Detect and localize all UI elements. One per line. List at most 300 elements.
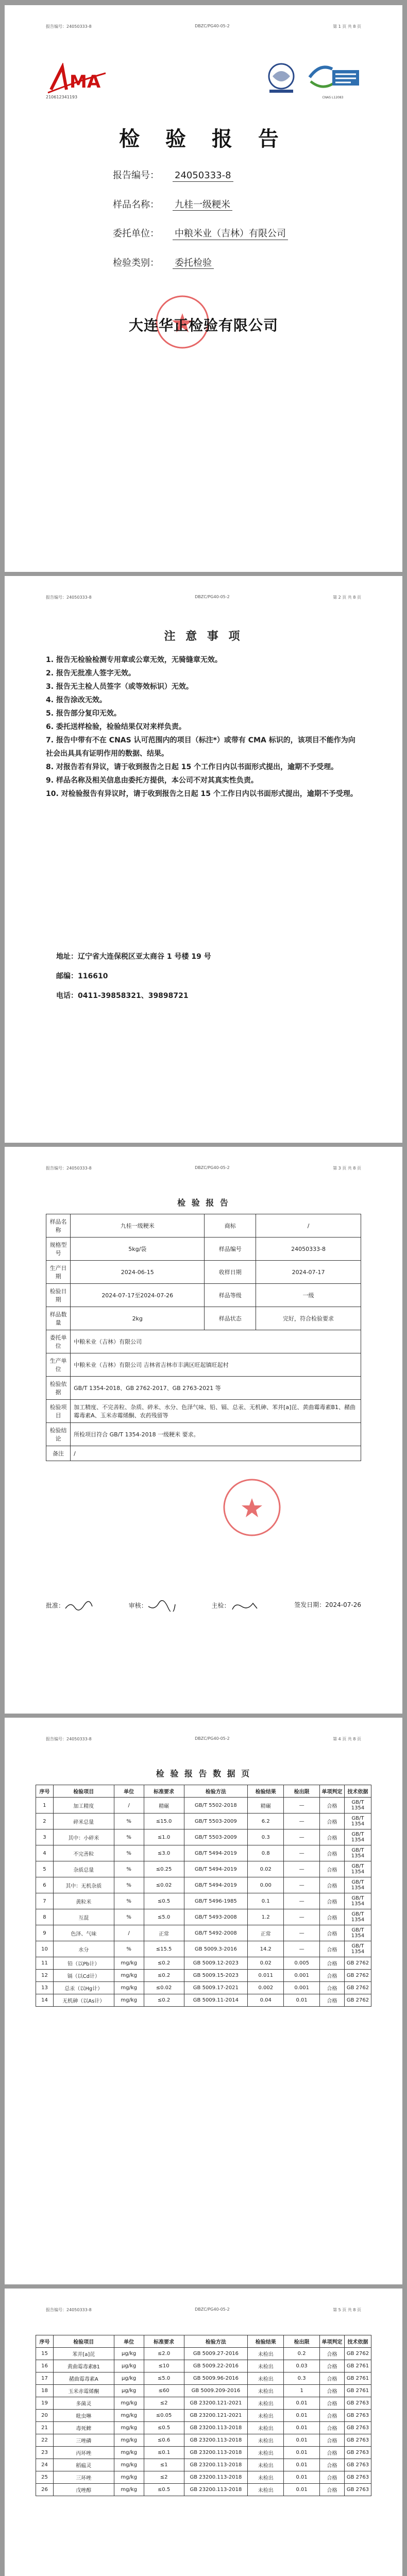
inspection-seal-icon [221,1477,283,1538]
page-marker: 第 2 页 共 8 页 [333,595,361,600]
table-cell: 19 [36,2397,54,2410]
table-cell: 1 [36,1798,54,1814]
column-header: 单位 [114,2335,144,2348]
table-cell: ≤0.05 [144,2410,184,2422]
table-row [36,1925,371,1941]
table-cell: 合格 [320,2397,345,2410]
table-cell: 18 [36,2385,54,2397]
table-row [36,1861,371,1877]
table-cell: ≤15.5 [144,1941,184,1957]
page-header [46,1165,361,1171]
table-cell: GB 23200.113-2018 [184,2459,248,2471]
table-cell: GB 2762 [344,1982,371,1994]
page-marker: 第 3 页 共 8 页 [333,1166,361,1171]
table-row [36,1893,371,1909]
table-cell: mg/kg [114,2410,144,2422]
table-cell: GB 23200.113-2018 [184,2434,248,2447]
signature-icon [230,1600,259,1612]
cma-cert-number: 210612341193 [46,95,78,99]
info-cell: 收样日期 [205,1261,256,1284]
table-cell: GB/T 1354 [344,1798,371,1814]
table-cell: 玉米赤霉烯酮 [53,2385,114,2397]
table-cell: GB/T 5503-2009 [184,1814,248,1829]
table-cell: ≤0.1 [144,2447,184,2459]
table-cell: GB/T 1354 [344,1909,371,1925]
column-header: 单位 [114,1785,144,1798]
table-cell: GB/T 1354 [344,1814,371,1829]
table-cell: 0.01 [284,1994,320,2007]
table-cell: ≤1.0 [144,1829,184,1845]
info-row [46,1307,361,1330]
field-sample-name: 样品名称： 九桂一级粳米 [113,199,288,211]
info-row [46,1400,361,1423]
table-cell: 正常 [248,1925,284,1941]
table-cell: GB 23200.121-2021 [184,2397,248,2410]
table-cell: 未检出 [248,2410,284,2422]
table-cell: GB/T 5492-2008 [184,1925,248,1941]
table-cell: 2 [36,1814,54,1829]
table-cell: % [114,1941,144,1957]
info-cell: 检验结论 [46,1423,71,1446]
table-row [36,1845,371,1861]
report-no: 报告编号：24050333-8 [46,2308,92,2312]
table-cell: 赭曲霉毒素A [53,2372,114,2385]
note-item: 6. 委托送样检验，检验结果仅对来样负责。 [46,723,186,731]
table-cell: — [284,1798,320,1814]
table-cell: ≤3.0 [144,1845,184,1861]
table-cell: GB 2763 [344,2484,371,2496]
table-cell: 0.011 [248,1970,284,1982]
table-cell: % [114,1814,144,1829]
table-row [36,1877,371,1893]
contact-phone: 电话：0411-39858321、39898721 [56,992,189,1000]
note-item: 10. 对检验报告有异议时，请于收到报告之日起 15 个工作日内以书面形式提出，逾期不予受理。 [46,790,358,798]
info-cell: 样品编号 [205,1238,256,1261]
column-header: 序号 [36,1785,54,1798]
table-cell: 合格 [320,1814,345,1829]
table-cell: GB/T 5496-1985 [184,1893,248,1909]
info-row [46,1330,361,1353]
table-cell: 丙环唑 [53,2447,114,2459]
table-row [36,2459,371,2471]
table-cell: 1 [284,2385,320,2397]
table-cell: 7 [36,1893,54,1909]
table-cell: GB 2762 [344,1994,371,2007]
column-header: 标准要求 [144,2335,184,2348]
cover-fields [113,170,288,286]
table-cell: 总汞（以Hg计） [53,1982,114,1994]
table-cell: 正常 [144,1925,184,1941]
results-table [36,2335,371,2496]
page-marker: 第 5 页 共 8 页 [333,2308,361,2312]
table-cell: 合格 [320,1941,345,1957]
table-cell: ≤0.25 [144,1861,184,1877]
table-row [36,1798,371,1814]
table-cell: 黄曲霉毒素B1 [53,2360,114,2372]
column-header: 技术依据 [344,1785,371,1798]
column-header: 检验方法 [184,2335,248,2348]
table-row [36,1829,371,1845]
note-item: 8. 对报告若有异议，请于收到报告之日起 15 个工作日内以书面形式提出，逾期不予受理。 [46,763,338,771]
table-cell: % [114,1861,144,1877]
table-cell: 24 [36,2459,54,2471]
table-cell: 碎米总量 [53,1814,114,1829]
svg-text:MA: MA [70,72,101,92]
table-cell: GB 5009.209-2016 [184,2385,248,2397]
notes-title: 注 意 事 项 [164,630,243,643]
table-cell: 0.002 [248,1982,284,1994]
table-row [36,1941,371,1957]
table-cell: 未检出 [248,2348,284,2360]
table-cell: 21 [36,2422,54,2434]
table-cell: 吡虫啉 [53,2410,114,2422]
cnas-logo-icon [304,61,361,94]
info-cell: 生产日期 [46,1261,71,1284]
table-cell: 未检出 [248,2459,284,2471]
table-cell: GB 2763 [344,2397,371,2410]
accreditation-logos [263,61,361,99]
results-title: 检 验 报 告 数 据 页 [156,1769,251,1778]
table-cell: 精碾 [144,1798,184,1814]
table-cell: — [284,1861,320,1877]
table-cell: 0.001 [284,1982,320,1994]
table-cell: 合格 [320,2410,345,2422]
info-cell: 九桂一级粳米 [71,1214,205,1238]
table-cell: μg/kg [114,2372,144,2385]
table-cell: 三环唑 [53,2471,114,2484]
table-row [36,1909,371,1925]
table-cell: 3 [36,1829,54,1845]
table-cell: GB 5009.27-2016 [184,2348,248,2360]
table-cell: — [284,1877,320,1893]
table-cell: 合格 [320,1982,345,1994]
table-cell: GB 2762 [344,1970,371,1982]
info-cell: 规格型号 [46,1238,71,1261]
table-cell: 铅（以Pb计） [53,1957,114,1970]
table-cell: % [114,1845,144,1861]
info-row [46,1214,361,1238]
field-report-no: 报告编号： 24050333-8 [113,170,288,182]
info-row [46,1238,361,1261]
table-row [36,1994,371,2007]
note-item: 7. 报告中带有不在 CNAS 认可范围内的项目（标注*）或带有 CMA 标识的，该项目不能作为向社会出具具有证明作用的数据、结果。 [46,736,355,758]
report-no: 报告编号：24050333-8 [46,1166,92,1171]
table-row [36,2385,371,2397]
table-cell: 17 [36,2372,54,2385]
table-cell: 0.01 [284,2459,320,2471]
table-cell: 不完善粒 [53,1845,114,1861]
table-cell: 多菌灵 [53,2397,114,2410]
table-cell: mg/kg [114,2447,144,2459]
table-cell: 精碾 [248,1798,284,1814]
table-cell: 未检出 [248,2372,284,2385]
table-cell: 0.03 [284,2360,320,2372]
table-cell: GB 2763 [344,2410,371,2422]
info-cell: 生产单位 [46,1353,71,1377]
info-cell: 所检项目符合 GB/T 1354-2018 一级粳米 要求。 [71,1423,361,1446]
table-cell: % [114,1877,144,1893]
table-cell: 合格 [320,1957,345,1970]
table-cell: GB 5009.3-2016 [184,1941,248,1957]
table-cell: GB/T 5502-2018 [184,1798,248,1814]
info-cell: 检验依据 [46,1377,71,1400]
table-cell: mg/kg [114,2397,144,2410]
table-cell: GB 2763 [344,2471,371,2484]
table-row [36,1814,371,1829]
info-cell: 完好，符合检验要求 [256,1307,361,1330]
table-cell: 加工精度 [53,1798,114,1814]
table-cell: 其中：小碎米 [53,1829,114,1845]
table-cell: 6 [36,1877,54,1893]
table-cell: ≤2.0 [144,2348,184,2360]
table-cell: 0.1 [248,1893,284,1909]
table-cell: — [284,1829,320,1845]
page-header [46,1736,361,1742]
table-cell: 合格 [320,1893,345,1909]
table-row [36,1957,371,1970]
table-row [36,2484,371,2496]
table-cell: ≤15.0 [144,1814,184,1829]
report-no: 报告编号：24050333-8 [46,1737,92,1741]
info-cell: 2024-07-17至2024-07-26 [71,1284,205,1307]
table-cell: μg/kg [114,2385,144,2397]
note-item: 9. 样品名称及相关信息由委托方提供，本公司不对其真实性负责。 [46,776,258,785]
field-client: 委托单位： 中粮米业（吉林）有限公司 [113,228,288,240]
form-code: DBZC/PG40-05-2 [195,1165,230,1170]
info-title: 检 验 报 告 [177,1198,230,1208]
table-cell: GB 2762 [344,1957,371,1970]
table-cell: 毒死蜱 [53,2422,114,2434]
table-cell: 合格 [320,2360,345,2372]
table-cell: 1.2 [248,1909,284,1925]
table-cell: GB/T 5493-2008 [184,1909,248,1925]
table-cell: GB/T 5494-2019 [184,1845,248,1861]
column-header: 单项判定 [320,1785,345,1798]
table-cell: 合格 [320,2348,345,2360]
column-header: 检验项目 [53,1785,114,1798]
table-cell: 0.04 [248,1994,284,2007]
table-cell: 15 [36,2348,54,2360]
table-cell: 16 [36,2360,54,2372]
info-cell: / [71,1446,361,1461]
table-cell: 合格 [320,2447,345,2459]
table-cell: 0.3 [248,1829,284,1845]
table-cell: ≤2 [144,2471,184,2484]
table-cell: 0.02 [248,1957,284,1970]
signature-row [46,1600,361,1612]
info-row [46,1353,361,1377]
table-cell: 合格 [320,2484,345,2496]
table-cell: — [284,1814,320,1829]
table-cell: mg/kg [114,2459,144,2471]
table-cell: GB/T 1354 [344,1861,371,1877]
table-cell: ≤0.02 [144,1877,184,1893]
form-code: DBZC/PG40-05-2 [195,595,230,599]
table-cell: 未检出 [248,2422,284,2434]
table-cell: 合格 [320,2471,345,2484]
report-no: 报告编号：24050333-8 [46,595,92,600]
note-item: 1. 报告无检验检测专用章或公章无效，无骑缝章无效。 [46,656,222,664]
table-cell: 未检出 [248,2385,284,2397]
table-cell: ≤2 [144,2397,184,2410]
sample-info-table [46,1214,361,1461]
table-cell: 14 [36,1994,54,2007]
table-cell: 0.01 [284,2434,320,2447]
report-page-results-2 [5,2289,402,2576]
info-cell: / [256,1214,361,1238]
table-row [36,2434,371,2447]
table-cell: 0.01 [284,2397,320,2410]
table-cell: 0.001 [284,1970,320,1982]
column-header: 序号 [36,2335,54,2348]
table-cell: GB 5009.11-2014 [184,1994,248,2007]
field-test-type: 检验类别： 委托检验 [113,258,288,269]
table-cell: GB 2763 [344,2434,371,2447]
info-cell: 2024-07-17 [256,1261,361,1284]
table-cell: ≤1 [144,2459,184,2471]
results-table [36,1785,371,2007]
signature-icon [147,1600,176,1612]
table-cell: GB 2763 [344,2447,371,2459]
table-cell: 苯并[a]芘 [53,2348,114,2360]
report-no: 报告编号：24050333-8 [46,24,92,29]
info-row [46,1446,361,1461]
info-cell: 检验项目 [46,1400,71,1423]
table-cell: 稻瘟灵 [53,2459,114,2471]
column-header: 技术依据 [344,2335,371,2348]
table-cell: GB 5009.17-2021 [184,1982,248,1994]
table-cell: 未检出 [248,2471,284,2484]
table-cell: GB/T 1354 [344,1829,371,1845]
table-cell: GB 5009.12-2023 [184,1957,248,1970]
info-cell: 中粮米业（吉林）有限公司 吉林省吉林市丰满区旺起镇旺起村 [71,1353,361,1377]
table-cell: 合格 [320,1994,345,2007]
column-header: 检验项目 [53,2335,114,2348]
table-cell: 22 [36,2434,54,2447]
table-cell: ≤0.2 [144,1957,184,1970]
table-cell: GB 5009.22-2016 [184,2360,248,2372]
table-cell: ≤0.02 [144,1982,184,1994]
info-row [46,1377,361,1400]
table-cell: GB 5009.15-2023 [184,1970,248,1982]
table-cell: ≤10 [144,2360,184,2372]
note-item: 3. 报告无主检人员签字（或等效标识）无效。 [46,683,193,691]
table-cell: — [284,1909,320,1925]
table-cell: ≤0.5 [144,1893,184,1909]
table-cell: GB/T 5494-2019 [184,1861,248,1877]
signature-icon [64,1600,93,1612]
table-cell: 合格 [320,2385,345,2397]
cma-logo-icon [46,63,108,96]
page-marker: 第 1 页 共 8 页 [333,24,361,29]
table-cell: GB/T 5494-2019 [184,1877,248,1893]
info-cell: 备注 [46,1446,71,1461]
table-cell: GB 2763 [344,2422,371,2434]
table-cell: 水分 [53,1941,114,1957]
table-cell: 12 [36,1970,54,1982]
info-cell: 一级 [256,1284,361,1307]
table-cell: ≤0.5 [144,2422,184,2434]
table-cell: — [284,1845,320,1861]
table-cell: 色泽、气味 [53,1925,114,1941]
table-cell: 合格 [320,2459,345,2471]
table-cell: 5 [36,1861,54,1877]
table-cell: 23 [36,2447,54,2459]
page-header [46,595,361,600]
table-cell: GB 23200.113-2018 [184,2447,248,2459]
note-item: 2. 报告无批准人签字无效。 [46,669,135,677]
info-cell: 2kg [71,1307,205,1330]
table-cell: 未检出 [248,2397,284,2410]
note-item: 5. 报告部分复印无效。 [46,709,121,718]
column-header: 检出限 [284,1785,320,1798]
info-row [46,1261,361,1284]
table-cell: 合格 [320,1925,345,1941]
info-cell: 中粮米业（吉林）有限公司 [71,1330,361,1353]
info-cell: 24050333-8 [256,1238,361,1261]
table-row [36,2471,371,2484]
table-cell: 合格 [320,2422,345,2434]
table-cell: GB 2762 [344,2348,371,2360]
report-page-cover [5,5,402,572]
contact-block [56,947,211,1006]
table-cell: GB 23200.113-2018 [184,2484,248,2496]
table-cell: GB 23200.121-2021 [184,2410,248,2422]
table-cell: mg/kg [114,1957,144,1970]
report-title: 检 验 报 告 [119,127,288,151]
table-cell: 合格 [320,1877,345,1893]
table-cell: GB 2761 [344,2372,371,2385]
info-cell: 加工精度、不完善粒、杂质、碎米、水分、色泽气味、铅、镉、总汞、无机砷、苯并[a]芘、黄曲霉毒素B1、赭曲霉毒素A、玉米赤霉烯酮、农药残留等 [71,1400,361,1423]
logo-row [46,61,361,102]
info-row [46,1284,361,1307]
table-cell: 其中：无机杂质 [53,1877,114,1893]
table-cell: 合格 [320,1798,345,1814]
table-cell: 0.01 [284,2447,320,2459]
table-cell: 镉（以Cd计） [53,1970,114,1982]
notes-list [46,653,361,801]
table-cell: 0.01 [284,2422,320,2434]
table-cell: 13 [36,1982,54,1994]
table-cell: mg/kg [114,1994,144,2007]
table-row [36,1982,371,1994]
table-cell: 26 [36,2484,54,2496]
table-cell: 合格 [320,2372,345,2385]
contact-zip: 邮编：116610 [56,972,108,980]
contact-address: 地址：辽宁省大连保税区亚太商谷 1 号楼 19 号 [56,953,211,961]
table-cell: ≤0.6 [144,2434,184,2447]
approver: 批准： [46,1600,93,1612]
table-cell: 无机砷（以As计） [53,1994,114,2007]
note-item: 4. 报告涂改无效。 [46,696,107,704]
info-row [46,1423,361,1446]
table-cell: % [114,1829,144,1845]
table-cell: GB/T 1354 [344,1845,371,1861]
table-cell: 6.2 [248,1814,284,1829]
table-cell: mg/kg [114,2422,144,2434]
report-page-info [5,1147,402,1714]
table-cell: GB 2761 [344,2360,371,2372]
table-cell: μg/kg [114,2360,144,2372]
info-cell: 5kg/袋 [71,1238,205,1261]
table-cell: 未检出 [248,2484,284,2496]
table-cell: — [284,1893,320,1909]
report-page-results-1 [5,1718,402,2284]
table-cell: GB/T 1354 [344,1893,371,1909]
table-cell: 合格 [320,1970,345,1982]
table-cell: 0.02 [248,1861,284,1877]
table-cell: μg/kg [114,2348,144,2360]
